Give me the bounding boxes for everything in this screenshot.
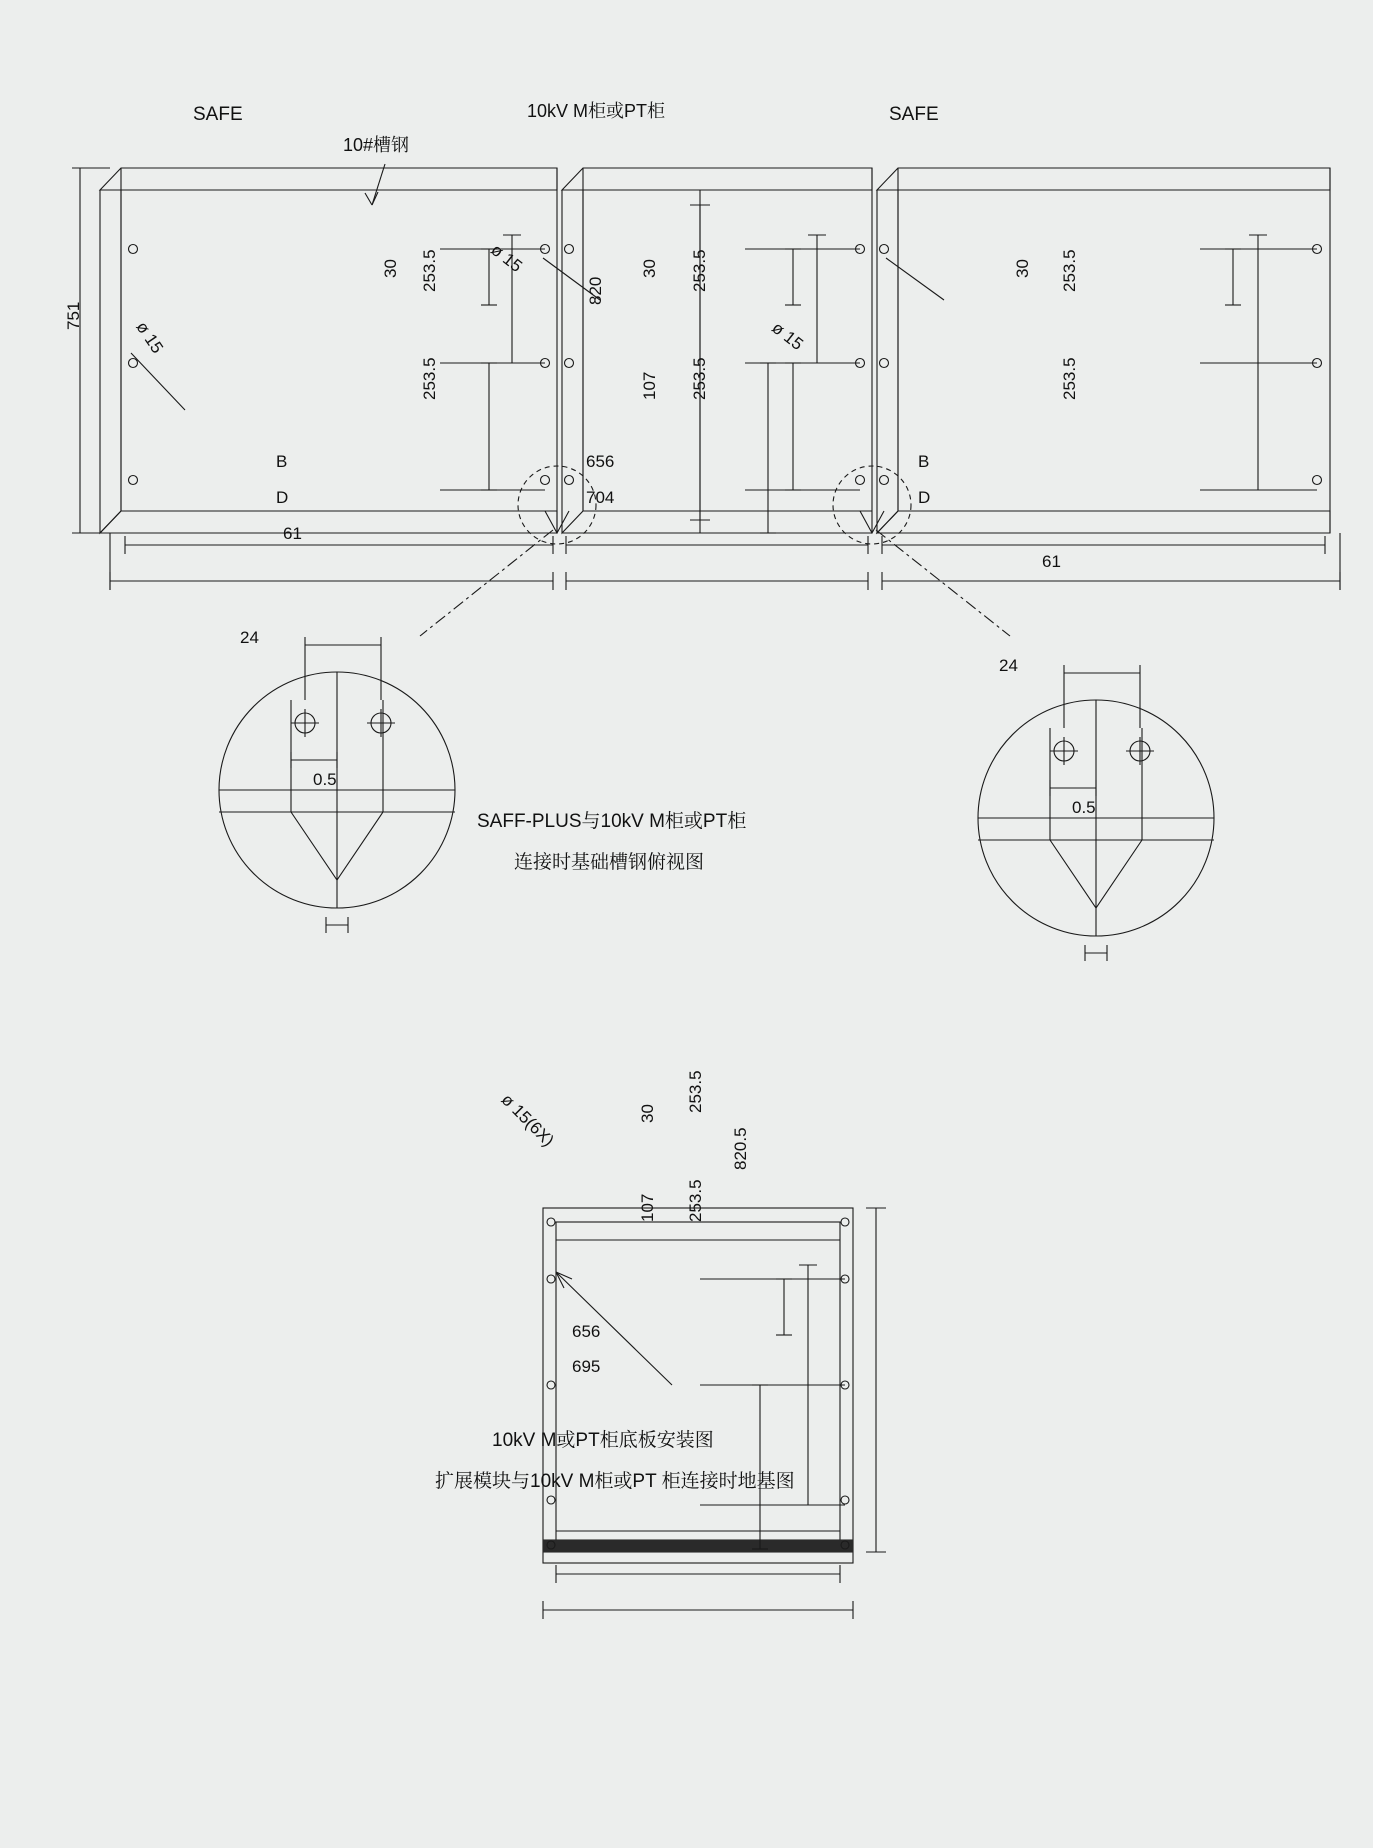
dim-30-b: 30 — [640, 259, 659, 278]
detail-left-dim-61: 61 — [283, 524, 302, 543]
caption-top-line2: 连接时基础槽钢俯视图 — [514, 852, 705, 873]
dim-107: 107 — [640, 371, 659, 400]
bottom-view — [543, 1208, 886, 1619]
dim-30-c: 30 — [1013, 259, 1032, 278]
leader-hole-left — [131, 353, 185, 410]
label-channel-steel: 10#槽钢 — [343, 135, 410, 155]
bottom-dim-8205: 820.5 — [731, 1127, 750, 1170]
dim-D-right: D — [918, 488, 931, 507]
right-frame-top-bevel — [877, 168, 1330, 190]
dim-2535-e: 253.5 — [1060, 249, 1079, 292]
caption-top-line1: SAFF-PLUS与10kV M柜或PT柜 — [477, 811, 747, 832]
detail-left-dim-24: 24 — [240, 628, 259, 647]
dim-751: 751 — [64, 301, 83, 330]
dim-stack-left — [440, 235, 545, 490]
caption-bottom-line2: 扩展模块与10kV M柜或PT 柜连接时地基图 — [435, 1471, 795, 1492]
bottom-dim-30: 30 — [638, 1104, 657, 1123]
bottom-dim-2535-b: 253.5 — [686, 1179, 705, 1222]
label-safe-left: SAFE — [193, 104, 243, 125]
hole-label-mid-left: ø 15 — [487, 240, 526, 276]
bottom-dim-695: 695 — [572, 1357, 601, 1376]
title-top-center: 10kV M柜或PT柜 — [527, 101, 666, 121]
center-frame-top-bevel — [562, 168, 872, 190]
detail-view-right — [978, 665, 1214, 961]
detail-left-dim-05: 0.5 — [313, 770, 337, 789]
leader-hole-mid-right — [886, 258, 944, 300]
hole-label-left: ø 15 — [132, 318, 168, 357]
dim-2535-a: 253.5 — [420, 249, 439, 292]
bottom-dim-656: 656 — [572, 1322, 601, 1341]
left-frame-bottom-bevel — [100, 511, 557, 533]
label-safe-right: SAFE — [889, 104, 939, 125]
dim-B-left: B — [276, 452, 288, 471]
dim-2535-c: 253.5 — [690, 249, 709, 292]
detail-right-dim-61: 61 — [1042, 552, 1061, 571]
dim-stack-center — [745, 235, 860, 533]
dim-stack-right — [1200, 235, 1317, 490]
bottom-dim-2535-a: 253.5 — [686, 1070, 705, 1113]
leader-channel-steel — [372, 164, 385, 205]
bolt-holes-left — [129, 245, 574, 485]
dim-2535-f: 253.5 — [1060, 357, 1079, 400]
dim-30-a: 30 — [381, 259, 400, 278]
dim-D-left: D — [276, 488, 289, 507]
dim-2535-b: 253.5 — [420, 357, 439, 400]
dim-656-top: 656 — [586, 452, 615, 471]
dim-820: 820 — [586, 276, 605, 305]
dim-751 — [72, 168, 110, 533]
hole-label-mid-right: ø 15 — [768, 318, 807, 354]
bottom-hole-note: ø 15(6X) — [497, 1090, 558, 1151]
detail-right-dim-24: 24 — [999, 656, 1018, 675]
detail-right-dim-05: 0.5 — [1072, 798, 1096, 817]
dim-row-B — [125, 536, 1325, 554]
leader-detail-right — [876, 530, 1010, 636]
detail-view-left — [219, 637, 455, 933]
left-frame-top-bevel — [100, 168, 557, 190]
dim-704: 704 — [586, 488, 615, 507]
bolt-holes-right — [856, 245, 1322, 485]
caption-bottom-line1: 10kV M或PT柜底板安装图 — [492, 1430, 714, 1451]
leader-detail-left — [420, 530, 553, 636]
dim-2535-d: 253.5 — [690, 357, 709, 400]
bottom-dim-107: 107 — [638, 1193, 657, 1222]
dim-B-right: B — [918, 452, 930, 471]
